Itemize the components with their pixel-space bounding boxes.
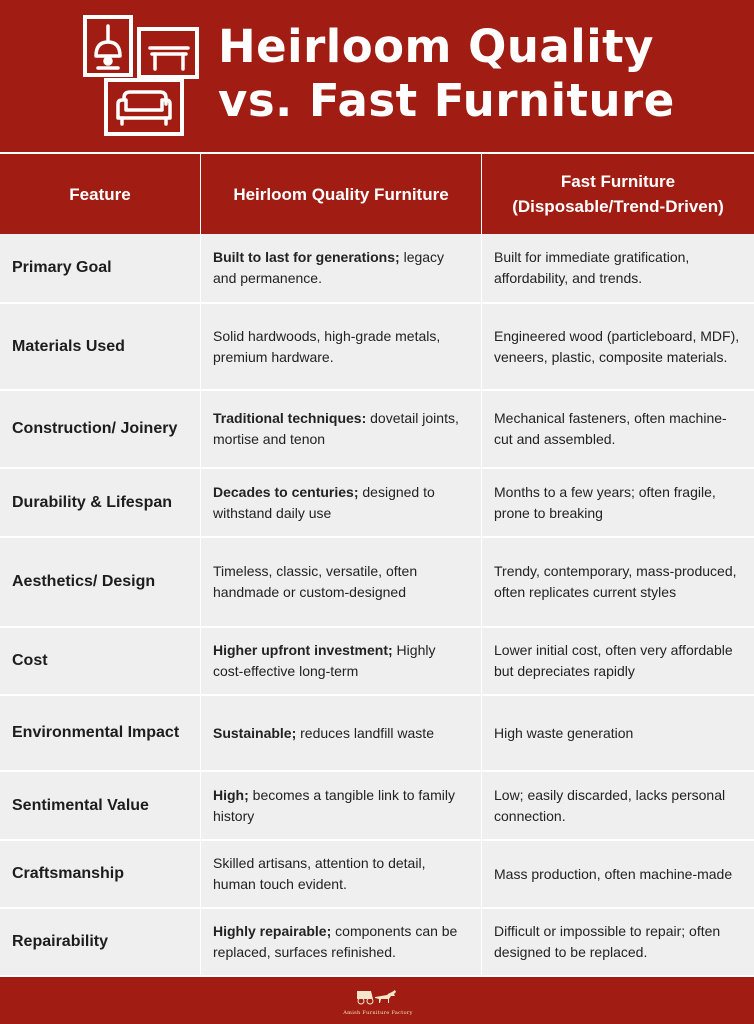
horse-buggy-icon: [353, 987, 403, 1005]
table-row: [0, 391, 754, 469]
title-line-1: Heirloom Quality: [218, 20, 654, 73]
heirloom-cell: [200, 304, 481, 389]
feature-cell: Materials Used: [12, 337, 125, 355]
heirloom-text: dovetail joints, mortise and tenon: [213, 410, 459, 447]
table-row: [0, 772, 754, 841]
table-row: [0, 696, 754, 772]
heirloom-bold: Sustainable;: [213, 724, 297, 741]
fast-cell: Mass production, often machine-made: [481, 841, 754, 907]
fast-cell: Low; easily discarded, lacks personal connection.: [481, 772, 754, 839]
fast-cell: Months to a few years; often fragile, prone to breaking: [481, 469, 754, 536]
feature-cell: Durability & Lifespan: [12, 493, 173, 511]
heirloom-cell: [200, 841, 481, 907]
brand-name: Amish Furniture Factory: [343, 1010, 413, 1016]
heirloom-bold: High;: [213, 786, 249, 803]
title-line-2: vs. Fast Furniture: [218, 74, 675, 127]
heirloom-bold: Decades to centuries;: [213, 483, 359, 500]
heirloom-cell: [200, 469, 481, 536]
feature-cell: Sentimental Value: [12, 796, 149, 814]
heirloom-text: Solid hardwoods, high-grade metals, premium hardware.: [213, 327, 441, 365]
heirloom-cell: [200, 909, 481, 975]
brand-logo: [343, 987, 413, 1017]
heirloom-cell: [200, 628, 481, 694]
heirloom-text: Timeless, classic, versatile, often handmade or custom-designed: [213, 563, 418, 600]
fast-cell: Lower initial cost, often very affordable but depreciates rapidly: [481, 628, 754, 694]
header-fast-line1: Fast Furniture: [560, 172, 676, 191]
heirloom-text: reduces landfill waste: [296, 724, 434, 741]
heirloom-text: becomes a tangible link to family history: [213, 786, 455, 824]
heirloom-text: Skilled artisans, attention to detail, human touch evident.: [213, 855, 426, 892]
feature-cell: Cost: [12, 652, 48, 669]
heirloom-bold: Higher upfront investment;: [213, 642, 393, 658]
fast-cell: Difficult or impossible to repair; often designed to be replaced.: [481, 909, 754, 975]
heirloom-bold: Traditional techniques:: [213, 410, 367, 426]
table-row: [0, 234, 754, 304]
feature-cell: Craftsmanship: [12, 865, 125, 882]
fast-cell: Trendy, contemporary, mass-produced, often replicates current styles: [481, 538, 754, 626]
page-title: [218, 20, 675, 128]
header-fast-line2: (Disposable/Trend-Driven): [512, 197, 724, 216]
header-fast: [481, 154, 754, 234]
heirloom-text: designed to withstand daily use: [213, 483, 435, 521]
heirloom-cell: [200, 391, 481, 467]
feature-cell: Primary Goal: [12, 259, 112, 276]
feature-cell: Repairability: [12, 933, 109, 950]
heirloom-cell: [200, 538, 481, 626]
furniture-icon: [82, 14, 202, 138]
header-feature: Feature: [69, 184, 131, 204]
table-row: [0, 469, 754, 538]
header-heirloom: Heirloom Quality Furniture: [200, 154, 481, 234]
heirloom-text: Highly cost-effective long-term: [213, 642, 436, 679]
table-row: [0, 909, 754, 977]
fast-cell: Built for immediate gratification, affordability, and trends.: [481, 234, 754, 302]
table-header: [0, 152, 754, 234]
table-row: [0, 538, 754, 628]
fast-cell: High waste generation: [481, 696, 754, 770]
table-row: [0, 304, 754, 391]
heirloom-bold: Built to last for generations;: [213, 249, 400, 265]
heirloom-text: legacy and permanence.: [213, 249, 445, 286]
fast-cell: Mechanical fasteners, often machine-cut and assembled.: [481, 391, 754, 467]
heirloom-text: components can be replaced, surfaces refinished.: [213, 923, 458, 960]
heirloom-cell: [200, 772, 481, 839]
table-row: [0, 841, 754, 909]
feature-cell: Environmental Impact: [12, 724, 180, 741]
heirloom-cell: [200, 234, 481, 302]
table-row: [0, 628, 754, 696]
feature-cell: Construction/ Joinery: [12, 420, 178, 437]
feature-cell: Aesthetics/ Design: [12, 573, 156, 590]
fast-cell: Engineered wood (particleboard, MDF), veneers, plastic, composite materials.: [481, 304, 754, 389]
heirloom-cell: [200, 696, 481, 770]
heirloom-bold: Highly repairable;: [213, 923, 332, 939]
